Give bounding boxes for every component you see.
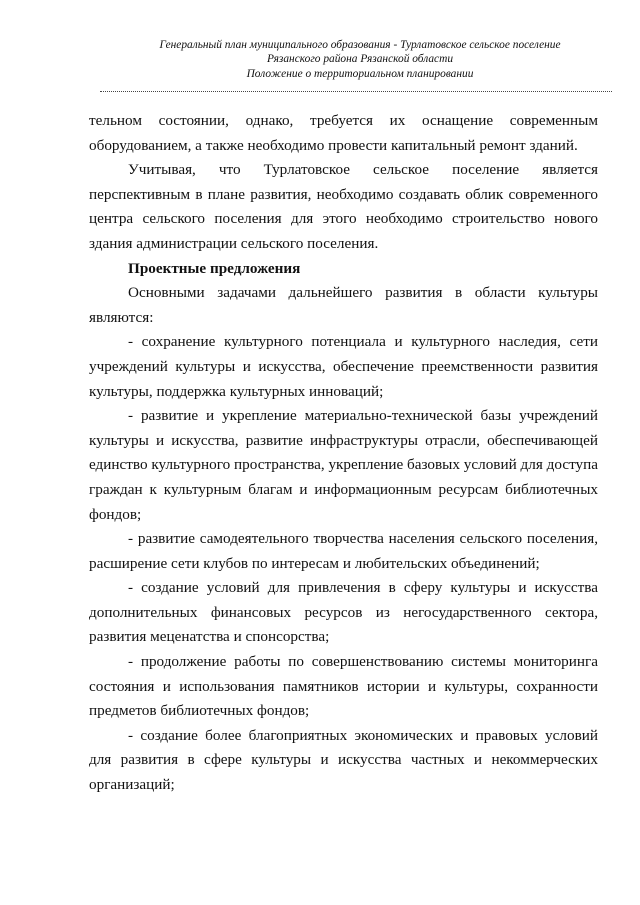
section-heading: Проектные предложения [128, 259, 301, 277]
list-item: - сохранение культурного потенциала и культурного наследия, сети учреждений культуры и искусства, обеспечение преемственности развития культуры, поддержка культурных инноваций; [89, 333, 598, 400]
list-item: - развитие самодеятельного творчества населения сельского поселения, расширение сети клубов по интересам и любительских объединений; [89, 530, 598, 572]
list-item: - создание более благоприятных экономических и правовых условий для развития в сфере культуры и искусства частных и некоммерческих организаций; [89, 726, 598, 794]
running-header [100, 38, 620, 81]
header-divider [100, 91, 612, 92]
list-item: - продолжение работы по совершенствованию системы мониторинга состояния и использования памятников истории и культуры, сохранности предметов библиотечных фондов; [89, 653, 598, 720]
paragraph-continuation: тельном состоянии, однако, требуется их оснащение современным оборудованием, а также необходимо провести капитальный ремонт зданий. [89, 112, 598, 154]
list-item: - создание условий для привлечения в сферу культуры и искусства дополнительных финансовых ресурсов из негосударственного сектора, развития меценатства и спонсорства; [89, 579, 598, 646]
header-line-3: Положение о территориальном планировании [246, 67, 474, 80]
list-item: - развитие и укрепление материально-технической базы учреждений культуры и искусства, развитие инфраструктуры отрасли, обеспечивающей единство культурного пространства, укрепление базовых условий для доступа граждан к культурным благам и информационным ресурсам библиотечных фондов; [89, 407, 598, 523]
paragraph-admin-building: Учитывая, что Турлатовское сельское поселение является перспективным в плане развития, необходимо создавать облик современного центра сельского поселения для этого необходимо строительство нового здания администрации сельского поселения. [89, 161, 598, 252]
header-line-1: Генеральный план муниципального образования - Турлатовское сельское поселение [159, 39, 561, 51]
paragraph-main-tasks: Основными задачами дальнейшего развития в области культуры являются: [89, 284, 598, 326]
header-line-2: Рязанского района Рязанской области [266, 53, 454, 66]
document-body [89, 109, 598, 798]
